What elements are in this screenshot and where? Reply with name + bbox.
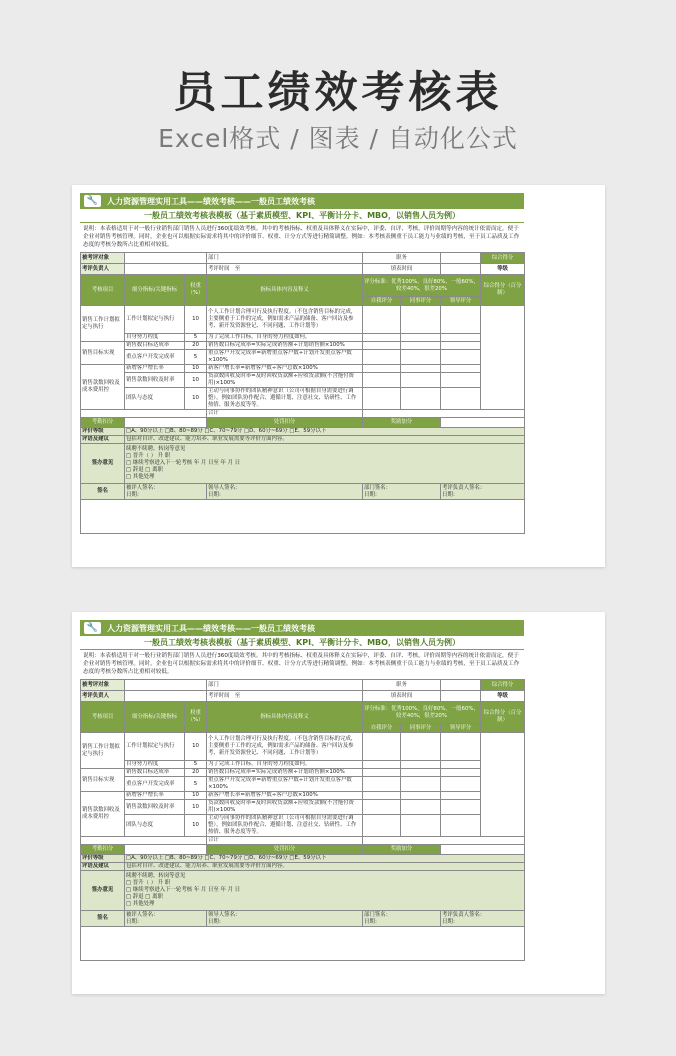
cell: 自身努力程度 xyxy=(125,334,185,342)
cell: 评语及建议 xyxy=(81,436,125,444)
cell: 主动与同事协作的团队精神意识（公司可根据自身需要进行调整），例如团队协作配合、遵循计划、注意社交、钻研性、工作热情、服务态度等等。 xyxy=(207,815,363,837)
hero-title: 员工绩效考核表 xyxy=(173,68,503,118)
cell: 新客户增长率=新增客户数÷客户总数×100% xyxy=(207,365,363,373)
cell: 销售数目标完成率=实际完成销售额÷计划销售额×100% xyxy=(207,769,363,777)
cell: 新增客户增长率 xyxy=(125,792,185,800)
cell: 销售工作计划拟定与执行 xyxy=(81,306,125,342)
cell[interactable]: 考评负责人签名： 日期： xyxy=(441,484,525,500)
cell[interactable] xyxy=(363,410,525,418)
cell[interactable] xyxy=(401,792,441,800)
cell[interactable] xyxy=(481,306,525,410)
sheet-bar-title: 人力资源管理实用工具——绩效考核——一般员工绩效考核 xyxy=(107,623,315,633)
cell: 签名 xyxy=(81,911,125,927)
cell: 评价等级 xyxy=(81,855,125,863)
cell: 综合得分 xyxy=(481,680,525,691)
cell: 重点客户开发完成率=新增重点客户数÷计划开发重点客户数×100% xyxy=(207,777,363,792)
cell: 指标具体内容及释义 xyxy=(207,702,363,733)
cell: 奖励加分 xyxy=(363,418,441,428)
cell: 10 xyxy=(185,800,207,815)
cell[interactable] xyxy=(441,733,481,761)
cell[interactable]: 考评时间 至 xyxy=(207,691,363,702)
cell: 评价等级 xyxy=(81,428,125,436)
cell: 销售目标实现 xyxy=(81,342,125,365)
cell[interactable]: 包括对自评、改进建议、能力培养、职业发展需要等评价方面内容。 xyxy=(125,863,525,871)
cell[interactable]: 续聘不续聘，转岗等意见 □ 晋升（ ） 升 职 □ 继续考察进入下一轮考核 年 月 日至 年 月 日 □ 辞退 □ 离职 □ 其他处理 xyxy=(125,871,525,911)
cell: 填表时间 xyxy=(363,264,441,275)
sheet-subtitle: 一般员工绩效考核表模板（基于素质模型、KPI、平衡计分卡、MBO，以销售人员为例） xyxy=(80,636,524,650)
cell: 领导评分 xyxy=(441,724,481,733)
cell[interactable] xyxy=(481,733,525,837)
cell: 10 xyxy=(185,365,207,373)
cell: 职务 xyxy=(363,253,441,264)
cell: 签名 xyxy=(81,484,125,500)
cell: 为了完成工作目标，自身的努力程度如何。 xyxy=(207,334,363,342)
cell[interactable] xyxy=(401,800,441,815)
sheet-title-bar xyxy=(80,620,524,636)
cell: 考核项目 xyxy=(81,702,125,733)
cell[interactable]: □A、90分以上 □B、80~89分 □C、70~79分 □D、60分~69分 □E、59分以下 xyxy=(125,855,525,863)
cell: 考核项目 xyxy=(81,275,125,306)
cell: 细分指标/关键指标 xyxy=(125,275,185,306)
cell: 货款数回收及时率=及时回收货款额÷应收货款额(不含拖付费用)×100% xyxy=(207,373,363,388)
cell[interactable] xyxy=(363,342,401,350)
cell: 填表时间 xyxy=(363,691,441,702)
cell[interactable] xyxy=(441,388,481,410)
cell[interactable]: 领导人签名： 日期： xyxy=(207,911,363,927)
cell[interactable]: 考评时间 至 xyxy=(207,264,363,275)
cell: 销售目标实现 xyxy=(81,769,125,792)
wrench-icon: 🔧 xyxy=(84,622,101,634)
spreadsheet xyxy=(80,193,524,534)
cell[interactable] xyxy=(363,837,525,845)
sheet-subtitle: 一般员工绩效考核表模板（基于素质模型、KPI、平衡计分卡、MBO，以销售人员为例） xyxy=(80,209,524,223)
cell: 评语及建议 xyxy=(81,863,125,871)
cell[interactable] xyxy=(441,253,481,264)
cell: 指标具体内容及释义 xyxy=(207,275,363,306)
hero-subtitle: Excel格式 / 图表 / 自动化公式 xyxy=(158,124,518,153)
cell: 自我评分 xyxy=(363,724,401,733)
cell: 同事评分 xyxy=(401,297,441,306)
cell[interactable] xyxy=(401,815,441,837)
cell[interactable] xyxy=(441,334,481,342)
cell: 5 xyxy=(185,334,207,342)
cell[interactable] xyxy=(363,792,401,800)
cell: 奖励加分 xyxy=(363,845,441,855)
cell[interactable] xyxy=(363,733,401,761)
cell[interactable] xyxy=(401,334,441,342)
cell: 领导评分 xyxy=(441,297,481,306)
cell: 被考评对象 xyxy=(81,253,125,264)
cell: 处罚扣分 xyxy=(207,418,363,428)
cell[interactable] xyxy=(401,388,441,410)
cell[interactable] xyxy=(363,800,401,815)
cell[interactable] xyxy=(125,680,207,691)
appraisal-table xyxy=(80,679,525,961)
cell: 10 xyxy=(185,373,207,388)
cell: 被考评对象 xyxy=(81,680,125,691)
cell xyxy=(207,837,363,845)
preview-card-1 xyxy=(72,185,605,567)
cell xyxy=(207,410,363,418)
cell[interactable] xyxy=(401,373,441,388)
cell: 新客户增长率=新增客户数÷客户总数×100% xyxy=(207,792,363,800)
cell: 5 xyxy=(185,761,207,769)
cell[interactable] xyxy=(401,365,441,373)
cell: 销售数目标达成率 xyxy=(125,342,185,350)
cell: 团队与态度 xyxy=(125,388,185,410)
spreadsheet xyxy=(80,620,524,961)
cell xyxy=(81,410,207,418)
cell: 销售数目标完成率=实际完成销售额÷计划销售额×100% xyxy=(207,342,363,350)
cell[interactable]: 被评人签名： 日期： xyxy=(125,911,207,927)
cell[interactable] xyxy=(401,350,441,365)
cell: 工作计划拟定与执行 xyxy=(125,306,185,334)
cell: 销售款数回收及成本费用控 xyxy=(81,365,125,410)
cell[interactable] xyxy=(441,306,481,334)
cell[interactable] xyxy=(401,342,441,350)
cell[interactable] xyxy=(441,418,525,428)
cell[interactable] xyxy=(441,373,481,388)
cell[interactable] xyxy=(125,691,207,702)
cell[interactable] xyxy=(441,777,481,792)
cell: 个人工作计划合理可行及执行程度。（不包含销售目标的完成，主要侧重于工作的完成，例如需求产品的储备、客户回访及参考、新开发资源登记、不同问题、工作计划等） xyxy=(207,733,363,761)
cell: 20 xyxy=(185,342,207,350)
cell: 10 xyxy=(185,388,207,410)
cell: 重点客户开发完成率 xyxy=(125,350,185,365)
cell[interactable] xyxy=(441,769,481,777)
cell: 个人工作计划合理可行及执行程度。（不包含销售目标的完成，主要侧重于工作的完成，例如需求产品的储备、客户回访及参考、新开发资源登记、不同问题、工作计划等） xyxy=(207,306,363,334)
cell: 5 xyxy=(185,777,207,792)
cell[interactable] xyxy=(441,350,481,365)
cell: 综合得分 xyxy=(481,253,525,264)
cell: 细分指标/关键指标 xyxy=(125,702,185,733)
cell[interactable] xyxy=(401,306,441,334)
cell[interactable] xyxy=(363,365,401,373)
cell: 工作计划拟定与执行 xyxy=(125,733,185,761)
cell[interactable]: 部门 xyxy=(207,253,363,264)
cell[interactable] xyxy=(441,761,481,769)
cell[interactable] xyxy=(441,264,481,275)
cell: 签办意见 xyxy=(81,444,125,484)
cell: 自身努力程度 xyxy=(125,761,185,769)
cell[interactable] xyxy=(125,845,207,855)
sheet-title-bar xyxy=(80,193,524,209)
cell: 5 xyxy=(185,350,207,365)
cell[interactable]: 部门签名： 日期： xyxy=(363,911,441,927)
cell[interactable] xyxy=(441,365,481,373)
cell[interactable] xyxy=(363,777,401,792)
cell: 20 xyxy=(185,769,207,777)
cell: 销售款数回收及时率 xyxy=(125,373,185,388)
cell[interactable] xyxy=(363,373,401,388)
cell: 10 xyxy=(185,733,207,761)
cell[interactable] xyxy=(441,680,481,691)
cell[interactable] xyxy=(401,769,441,777)
cell: 10 xyxy=(185,815,207,837)
cell: 重点客户开发完成率=新增重点客户数÷计划开发重点客户数×100% xyxy=(207,350,363,365)
cell: 签办意见 xyxy=(81,871,125,911)
cell: 综合得分（百分制） xyxy=(481,702,525,733)
total-label: 合计 xyxy=(208,410,219,416)
sheet-bar-title: 人力资源管理实用工具——绩效考核——一般员工绩效考核 xyxy=(107,196,315,206)
wrench-icon: 🔧 xyxy=(84,195,101,207)
cell[interactable] xyxy=(441,691,481,702)
cell xyxy=(81,500,525,534)
cell: 权重（%） xyxy=(185,275,207,306)
cell: 10 xyxy=(185,792,207,800)
cell: 等级 xyxy=(481,691,525,702)
cell[interactable] xyxy=(363,769,401,777)
cell[interactable] xyxy=(441,792,481,800)
cell[interactable]: 包括对自评、改进建议、能力培养、职业发展需要等评价方面内容。 xyxy=(125,436,525,444)
cell[interactable] xyxy=(363,388,401,410)
cell[interactable] xyxy=(441,815,481,837)
cell[interactable] xyxy=(363,761,401,769)
cell[interactable] xyxy=(441,800,481,815)
cell: 同事评分 xyxy=(401,724,441,733)
total-label: 合计 xyxy=(208,837,219,843)
cell[interactable]: 被评人签名： 日期： xyxy=(125,484,207,500)
cell: 评分标准：优秀100%，良好80%，一般60%，较差40%，很差20% xyxy=(363,275,481,297)
cell: 等级 xyxy=(481,264,525,275)
cell[interactable] xyxy=(363,815,401,837)
cell: 职务 xyxy=(363,680,441,691)
cell: 销售数目标达成率 xyxy=(125,769,185,777)
cell: 自我评分 xyxy=(363,297,401,306)
appraisal-table xyxy=(80,252,525,534)
cell[interactable] xyxy=(401,733,441,761)
cell: 处罚扣分 xyxy=(207,845,363,855)
cell: 销售工作计划拟定与执行 xyxy=(81,733,125,769)
cell[interactable] xyxy=(441,845,525,855)
cell: 权重（%） xyxy=(185,702,207,733)
cell[interactable] xyxy=(363,350,401,365)
cell[interactable]: 领导人签名： 日期： xyxy=(207,484,363,500)
cell: 销售款数回收及成本费用控 xyxy=(81,792,125,837)
cell xyxy=(81,927,525,961)
cell: 考勤扣分 xyxy=(81,418,125,428)
preview-card-2 xyxy=(72,612,605,994)
sheet-note: 说明：本表格适用于对一般行业销售部门销售人员进行360度绩效考核。其中的考核指标、权重及具体释义在实际中，评委、自评、考核，评价周期等内容的统计依需而定，便于企业对销售考核管理。同时，企业也可以根据实际需求将其中的评价细节、权重、计分方式等进行精简调整。例如：本考核表侧重于员工能力与业绩的考核，至于员工品质及工作态度的考核分数所占比重相对较低。 xyxy=(83,226,520,248)
cell[interactable] xyxy=(125,418,207,428)
cell xyxy=(81,837,207,845)
cell[interactable] xyxy=(125,264,207,275)
cell: 综合得分（百分制） xyxy=(481,275,525,306)
cell: 考勤扣分 xyxy=(81,845,125,855)
cell[interactable]: 续聘不续聘，转岗等意见 □ 晋升（ ） 升 职 □ 继续考察进入下一轮考核 年 月 日至 年 月 日 □ 辞退 □ 离职 □ 其他处理 xyxy=(125,444,525,484)
hero-banner xyxy=(0,0,676,170)
cell[interactable]: 部门 xyxy=(207,680,363,691)
cell: 评分标准：优秀100%，良好80%，一般60%，较差40%，很差20% xyxy=(363,702,481,724)
cell[interactable] xyxy=(125,253,207,264)
cell: 为了完成工作目标，自身的努力程度如何。 xyxy=(207,761,363,769)
sheet-note: 说明：本表格适用于对一般行业销售部门销售人员进行360度绩效考核。其中的考核指标、权重及具体释义在实际中，评委、自评、考核，评价周期等内容的统计依需而定，便于企业对销售考核管理。同时，企业也可以根据实际需求将其中的评价细节、权重、计分方式等进行精简调整。例如：本考核表侧重于员工能力与业绩的考核，至于员工品质及工作态度的考核分数所占比重相对较低。 xyxy=(83,653,520,675)
cell: 10 xyxy=(185,306,207,334)
cell: 销售款数回收及时率 xyxy=(125,800,185,815)
cell: 主动与同事协作的团队精神意识（公司可根据自身需要进行调整），例如团队协作配合、遵循计划、注意社交、钻研性、工作热情、服务态度等等。 xyxy=(207,388,363,410)
cell[interactable] xyxy=(363,306,401,334)
cell[interactable] xyxy=(401,777,441,792)
cell: 新增客户增长率 xyxy=(125,365,185,373)
cell: 重点客户开发完成率 xyxy=(125,777,185,792)
cell[interactable]: 部门签名： 日期： xyxy=(363,484,441,500)
cell: 货款数回收及时率=及时回收货款额÷应收货款额(不含拖付费用)×100% xyxy=(207,800,363,815)
cell[interactable] xyxy=(441,342,481,350)
cell[interactable]: 考评负责人签名： 日期： xyxy=(441,911,525,927)
cell: 考评负责人 xyxy=(81,264,125,275)
cell: 考评负责人 xyxy=(81,691,125,702)
cell[interactable] xyxy=(363,334,401,342)
cell: 团队与态度 xyxy=(125,815,185,837)
cell[interactable] xyxy=(401,761,441,769)
cell[interactable]: □A、90分以上 □B、80~89分 □C、70~79分 □D、60分~69分 □E、59分以下 xyxy=(125,428,525,436)
